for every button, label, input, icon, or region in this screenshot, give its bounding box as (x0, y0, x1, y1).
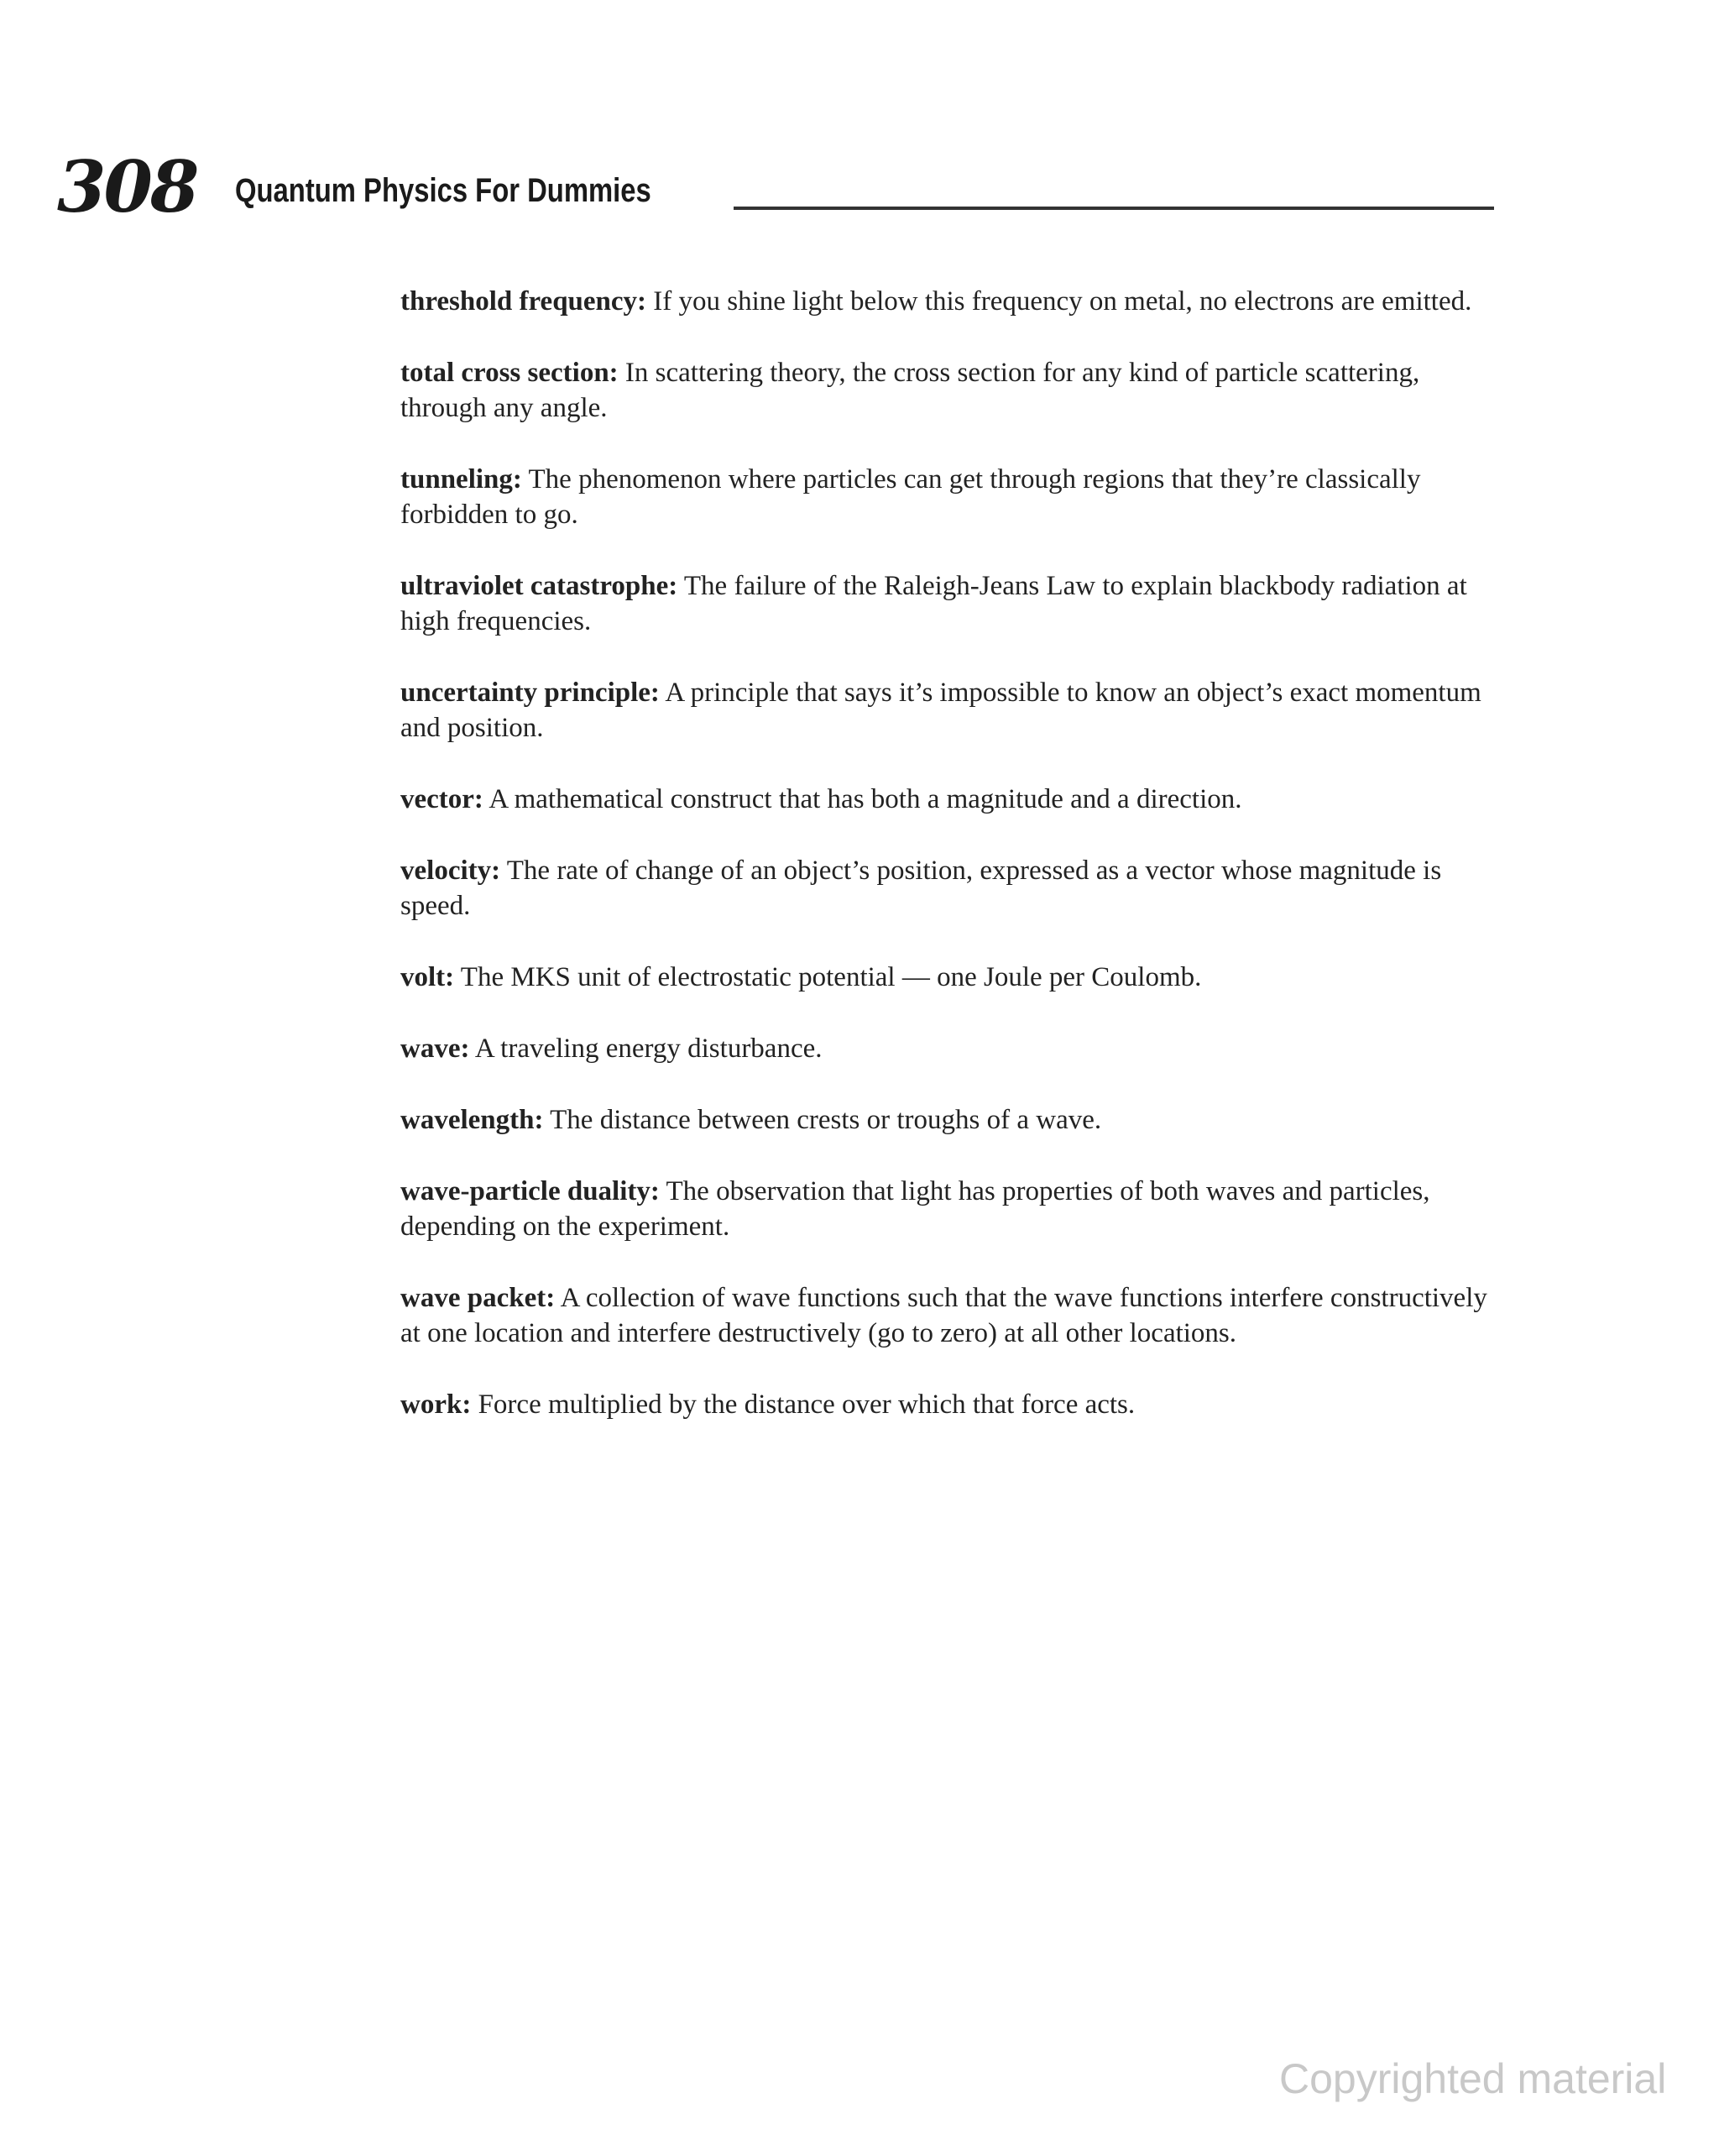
glossary-definition: The phenomenon where particles can get through regions that they’re classically forbidden to go. (400, 464, 1421, 530)
glossary-definition: The observation that light has properties of both waves and particles, depending on the experiment. (400, 1176, 1430, 1242)
glossary-entry-tunneling (400, 462, 1500, 532)
glossary-definition: A traveling energy disturbance. (469, 1034, 823, 1064)
glossary-definition: If you shine light below this frequency on metal, no electrons are emitted. (646, 286, 1472, 317)
glossary-definition: A mathematical construct that has both a magnitude and a direction. (483, 784, 1242, 814)
glossary-entry-wave-particle-duality (400, 1174, 1500, 1244)
glossary-term: wavelength: (400, 1105, 544, 1135)
glossary-term: wave packet: (400, 1283, 556, 1313)
glossary-entry-total-cross-section (400, 355, 1500, 426)
glossary-definition: A collection of wave functions such that the wave functions interfere constructively at one location and interfere destructively (go to zero) at all other locations. (400, 1283, 1487, 1348)
glossary-entry-work (400, 1387, 1500, 1422)
glossary-entry-velocity (400, 853, 1500, 924)
glossary-term: wave-particle duality: (400, 1176, 660, 1206)
glossary-entry-threshold-frequency (400, 284, 1500, 319)
glossary-entry-wave-packet (400, 1280, 1500, 1351)
glossary-entry-wavelength (400, 1102, 1500, 1138)
header-rule (734, 207, 1494, 210)
glossary-definition: A principle that says it’s impossible to know an object’s exact momentum and position. (400, 678, 1481, 743)
glossary-definition: The rate of change of an object’s position, expressed as a vector whose magnitude is speed. (400, 856, 1442, 921)
glossary-term: total cross section: (400, 358, 619, 388)
glossary-entry-volt (400, 960, 1500, 995)
glossary-term: vector: (400, 784, 483, 814)
glossary-definition: The MKS unit of electrostatic potential — one Joule per Coulomb. (454, 962, 1202, 992)
glossary-term: uncertainty principle: (400, 678, 660, 708)
book-title: Quantum Physics For Dummies (235, 172, 651, 209)
glossary-term: volt: (400, 962, 455, 992)
page-number: 308 (57, 145, 197, 228)
glossary-term: ultraviolet catastrophe: (400, 571, 678, 601)
glossary-term: tunneling: (400, 464, 522, 495)
glossary-list (400, 284, 1500, 1458)
glossary-term: work: (400, 1389, 472, 1420)
page-header (57, 145, 1494, 228)
glossary-definition: The distance between crests or troughs of a wave. (543, 1105, 1102, 1135)
glossary-term: velocity: (400, 856, 501, 886)
glossary-entry-ultraviolet-catastrophe (400, 568, 1500, 639)
glossary-term: threshold frequency: (400, 286, 647, 317)
glossary-entry-uncertainty-principle (400, 675, 1500, 746)
copyright-watermark: Copyrighted material (1279, 2055, 1667, 2102)
glossary-entry-vector (400, 782, 1500, 817)
glossary-definition: Force multiplied by the distance over which that force acts. (471, 1389, 1136, 1420)
glossary-definition: The failure of the Raleigh-Jeans Law to explain blackbody radiation at high frequencies. (400, 571, 1467, 636)
glossary-term: wave: (400, 1034, 470, 1064)
glossary-definition: In scattering theory, the cross section for any kind of particle scattering, through any angle. (400, 358, 1420, 423)
glossary-entry-wave (400, 1031, 1500, 1066)
